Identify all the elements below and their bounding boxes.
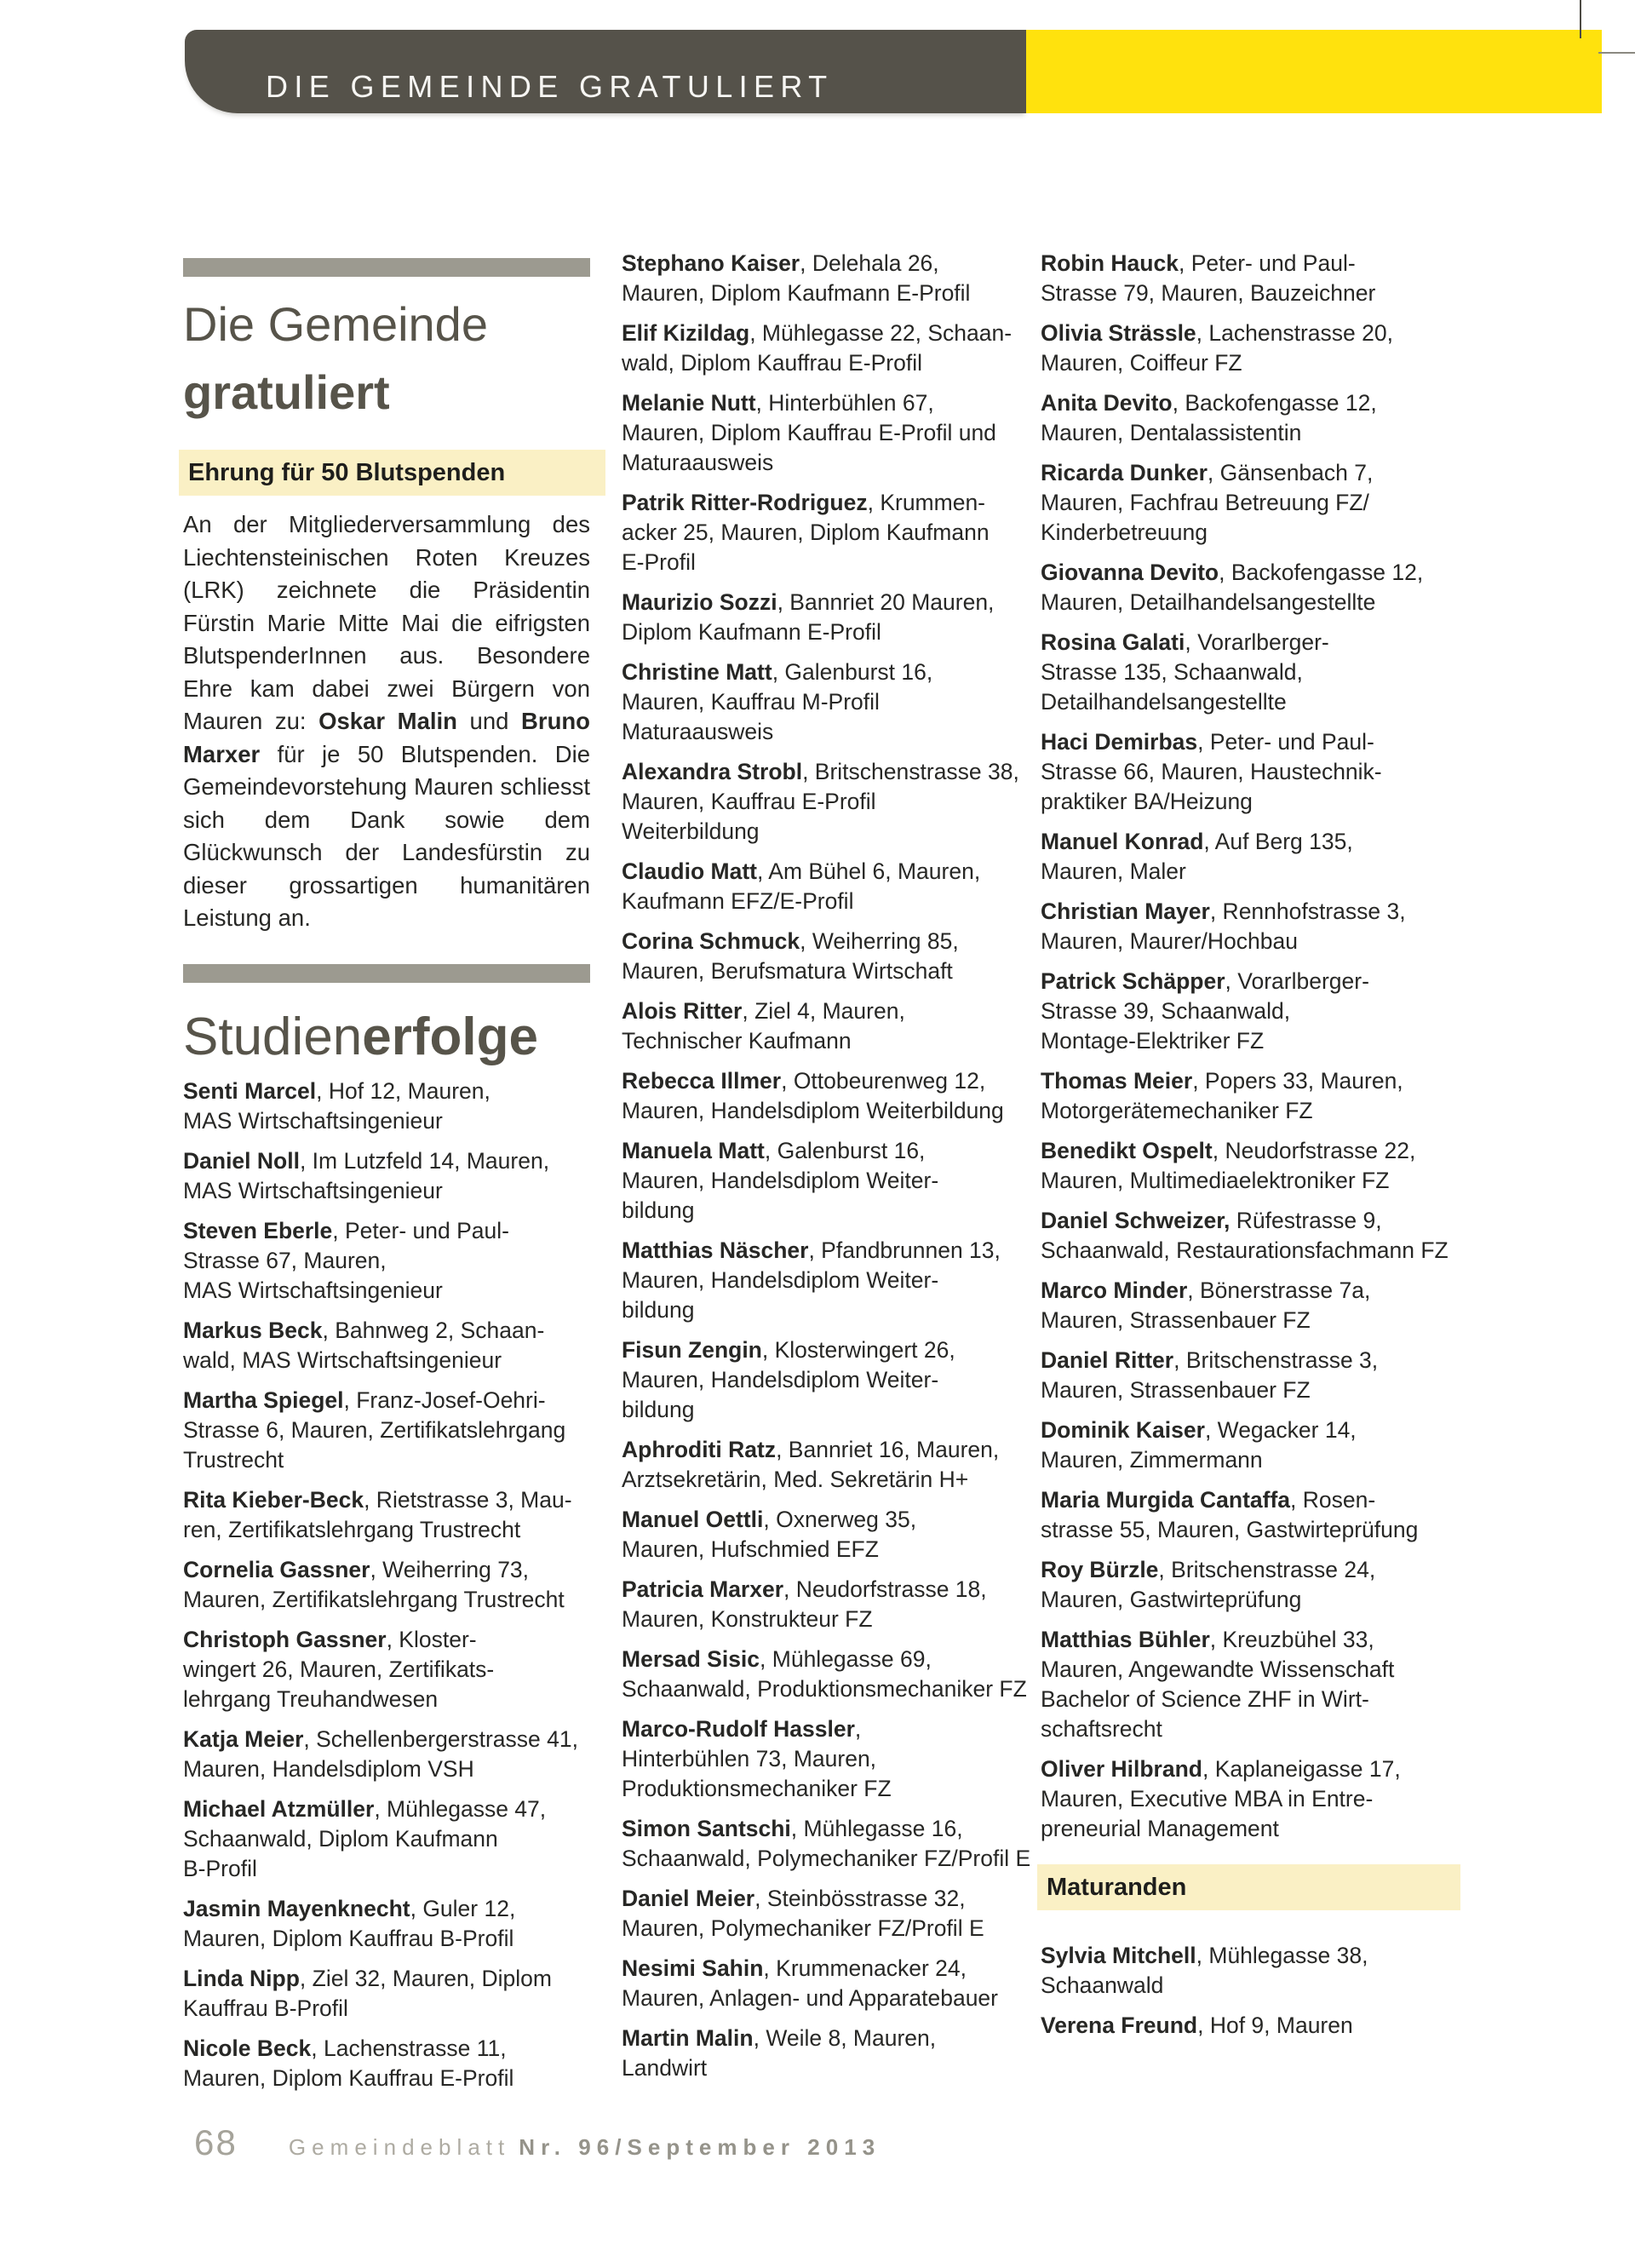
- person-entry: Sylvia Mitchell, Mühlegasse 38, Schaanwald: [1041, 1943, 1368, 1998]
- person-entry: Rosina Galati, Vorarlberger- Strasse 135, Schaanwald, Detailhandelsangestellte: [1041, 629, 1329, 715]
- person-name: Elif Kizildag: [622, 320, 750, 346]
- section-rule-top: [183, 258, 590, 277]
- person-entry: Simon Santschi, Mühlegasse 16, Schaanwald, Polymechaniker FZ/Profil E: [622, 1816, 1031, 1871]
- person-name: Cornelia Gassner: [183, 1556, 370, 1582]
- page-number: 68: [194, 2122, 238, 2162]
- person-entry: Mersad Sisic, Mühlegasse 69, Schaanwald, Produktionsmechaniker FZ: [622, 1646, 1027, 1702]
- person-name: Daniel Noll: [183, 1147, 300, 1174]
- person-name: Alois Ritter: [622, 998, 743, 1024]
- person-entry: Matthias Bühler, Kreuzbühel 33, Mauren, Angewandte Wissenschaft Bachelor of Science ZHF in Wirt- schaftsrecht: [1041, 1627, 1395, 1742]
- crop-mark-vertical: [1580, 0, 1581, 38]
- person-name: Senti Marcel: [183, 1077, 317, 1104]
- person-entry: Melanie Nutt, Hinterbühlen 67, Mauren, Diplom Kauffrau E-Profil und Maturaausweis: [622, 390, 996, 475]
- crop-mark-horizontal: [1598, 52, 1635, 54]
- banner-accent-bar: [1026, 30, 1602, 113]
- honored-person-name: Oskar Malin: [318, 708, 457, 734]
- person-entry: Haci Demirbas, Peter- und Paul- Strasse 66, Mauren, Haustechnik- praktiker BA/Heizung: [1041, 729, 1382, 814]
- person-name: Nicole Beck: [183, 2035, 312, 2061]
- subheading-blood-donation: Ehrung für 50 Blutspenden: [179, 450, 605, 496]
- blood-donation-paragraph: [183, 508, 590, 935]
- person-name: Martha Spiegel: [183, 1387, 344, 1413]
- person-entry: Dominik Kaiser, Wegacker 14, Mauren, Zimmermann: [1041, 1417, 1357, 1473]
- column-left: [183, 258, 590, 2104]
- person-entry: Christian Mayer, Rennhofstrasse 3, Mauren, Maurer/Hochbau: [1041, 899, 1406, 954]
- person-name: Marco Minder: [1041, 1278, 1188, 1303]
- person-name: Daniel Ritter: [1041, 1347, 1174, 1373]
- person-name: Matthias Näscher: [622, 1237, 809, 1263]
- person-entry: Nesimi Sahin, Krummenacker 24, Mauren, Anlagen- und Apparatebauer: [622, 1955, 998, 2011]
- person-entry: Christine Matt, Galenburst 16, Mauren, Kauffrau M-Profil Maturaausweis: [622, 659, 933, 744]
- person-name: Linda Nipp: [183, 1965, 300, 1991]
- entries-right: [1041, 249, 1471, 1844]
- person-entry: Giovanna Devito, Backofengasse 12, Mauren, Detailhandelsangestellte: [1041, 560, 1424, 615]
- person-name: Katja Meier: [183, 1725, 304, 1752]
- person-name: Fisun Zengin: [622, 1337, 762, 1363]
- article-title-line2: gratuliert: [183, 365, 390, 419]
- person-entry: Michael Atzmüller, Mühlegasse 47, Schaanwald, Diplom Kaufmann B-Profil: [183, 1795, 547, 1881]
- article-title: [183, 290, 590, 427]
- person-name: Thomas Meier: [1041, 1068, 1193, 1094]
- column-middle: [622, 249, 1041, 2093]
- person-name: Robin Hauck: [1041, 250, 1179, 276]
- person-name: Maria Murgida Cantaffa: [1041, 1487, 1291, 1513]
- person-entry: Ricarda Dunker, Gänsenbach 7, Mauren, Fachfrau Betreuung FZ/ Kinderbetreuung: [1041, 460, 1374, 545]
- person-name: Corina Schmuck: [622, 928, 800, 954]
- section-title-regular: Studien: [183, 1007, 363, 1066]
- person-entry: Jasmin Mayenknecht, Guler 12, Mauren, Diplom Kauffrau B-Profil: [183, 1895, 516, 1951]
- issue-info: Nr. 96/September 2013: [519, 2134, 881, 2160]
- person-name: Giovanna Devito: [1041, 560, 1219, 585]
- person-name: Jasmin Mayenknecht: [183, 1895, 410, 1921]
- honored-person-name: Bruno Marxer: [183, 708, 590, 767]
- person-name: Alexandra Strobl: [622, 759, 803, 784]
- person-entry: Linda Nipp, Ziel 32, Mauren, Diplom Kauffrau B-Profil: [183, 1965, 552, 2021]
- person-entry: Rita Kieber-Beck, Rietstrasse 3, Mau- ren, Zertifikatslehrgang Trustrecht: [183, 1486, 572, 1542]
- person-name: Christian Mayer: [1041, 899, 1210, 924]
- person-name: Rita Kieber-Beck: [183, 1486, 364, 1513]
- person-name: Melanie Nutt: [622, 390, 756, 416]
- person-entry: Marco-Rudolf Hassler, Hinterbühlen 73, Mauren, Produktionsmechaniker FZ: [622, 1716, 892, 1801]
- person-entry: Steven Eberle, Peter- und Paul- Strasse 67, Mauren, MAS Wirtschaftsingenieur: [183, 1217, 509, 1303]
- person-entry: Patrick Schäpper, Vorarlberger- Strasse 39, Schaanwald, Montage-Elektriker FZ: [1041, 968, 1369, 1054]
- entries-maturanden: [1041, 1941, 1471, 2041]
- person-entry: Daniel Schweizer, Rüfestrasse 9, Schaanwald, Restaurationsfachmann FZ: [1041, 1208, 1449, 1263]
- person-name: Verena Freund: [1041, 2012, 1198, 2038]
- person-name: Claudio Matt: [622, 858, 757, 884]
- paragraph-text: An der Mitgliederversammlung des Liechtensteinischen Roten Kreuzes (LRK) zeichnete die Präsidentin Fürstin Marie Mitte Mai die eifrigsten BlutspenderInnen aus. Besondere Ehre kam dabei zwei Bürgern von Mauren zu:: [183, 511, 590, 734]
- entries-left: [183, 1077, 590, 2093]
- entries-middle: [622, 249, 1041, 2083]
- person-name: Marco-Rudolf Hassler: [622, 1716, 855, 1742]
- person-name: Rosina Galati: [1041, 629, 1185, 655]
- paragraph-text: für je 50 Blutspenden. Die Gemeindevorstehung Mauren schliesst sich dem Dank sowie dem Glückwunsch der Landesfürstin zu dieser grossartigen humanitären Leistung an.: [183, 740, 590, 931]
- person-name: Martin Malin: [622, 2025, 754, 2051]
- person-name: Roy Bürzle: [1041, 1557, 1159, 1582]
- person-name: Daniel Meier: [622, 1886, 755, 1911]
- person-entry: Olivia Strässle, Lachenstrasse 20, Mauren, Coiffeur FZ: [1041, 320, 1393, 376]
- person-entry: Claudio Matt, Am Bühel 6, Mauren, Kaufmann EFZ/E-Profil: [622, 858, 981, 914]
- person-name: Ricarda Dunker: [1041, 460, 1208, 485]
- person-entry: Daniel Ritter, Britschenstrasse 3, Mauren, Strassenbauer FZ: [1041, 1347, 1379, 1403]
- person-entry: Oliver Hilbrand, Kaplaneigasse 17, Mauren, Executive MBA in Entre- preneurial Management: [1041, 1756, 1401, 1841]
- person-entry: Marco Minder, Bönerstrasse 7a, Mauren, Strassenbauer FZ: [1041, 1278, 1371, 1333]
- person-entry: Robin Hauck, Peter- und Paul- Strasse 79, Mauren, Bauzeichner: [1041, 250, 1376, 306]
- person-name: Aphroditi Ratz: [622, 1437, 777, 1462]
- person-name: Olivia Strässle: [1041, 320, 1196, 346]
- column-right: [1041, 249, 1471, 2051]
- person-entry: Patrik Ritter-Rodriguez, Krummen- acker 25, Mauren, Diplom Kaufmann E-Profil: [622, 490, 990, 575]
- person-entry: Daniel Noll, Im Lutzfeld 14, Mauren, MAS Wirtschaftsingenieur: [183, 1147, 550, 1203]
- person-entry: Christoph Gassner, Kloster- wingert 26, Mauren, Zertifikats- lehrgang Treuhandwesen: [183, 1626, 495, 1712]
- section-rule-studienerfolge: [183, 964, 590, 983]
- person-entry: Maria Murgida Cantaffa, Rosen- strasse 55, Mauren, Gastwirteprüfung: [1041, 1487, 1419, 1542]
- person-entry: Senti Marcel, Hof 12, Mauren, MAS Wirtschaftsingenieur: [183, 1077, 490, 1134]
- person-entry: Matthias Näscher, Pfandbrunnen 13, Mauren, Handelsdiplom Weiter- bildung: [622, 1237, 1001, 1323]
- person-name: Benedikt Ospelt: [1041, 1138, 1213, 1163]
- person-name: Anita Devito: [1041, 390, 1173, 416]
- person-entry: Stephano Kaiser, Delehala 26, Mauren, Diplom Kaufmann E-Profil: [622, 250, 971, 306]
- person-name: Manuela Matt: [622, 1138, 765, 1163]
- journal-name: Gemeindeblatt: [288, 2134, 511, 2160]
- person-name: Steven Eberle: [183, 1217, 333, 1243]
- banner-title: DIE GEMEINDE GRATULIERT: [266, 69, 834, 104]
- person-name: Dominik Kaiser: [1041, 1417, 1205, 1443]
- person-name: Patrick Schäpper: [1041, 968, 1225, 994]
- subheading-maturanden: Maturanden: [1037, 1864, 1460, 1910]
- section-title-bold: erfolge: [362, 1007, 538, 1066]
- person-entry: Aphroditi Ratz, Bannriet 16, Mauren, Arztsekretärin, Med. Sekretärin H+: [622, 1437, 1000, 1492]
- person-entry: Fisun Zengin, Klosterwingert 26, Mauren, Handelsdiplom Weiter- bildung: [622, 1337, 955, 1422]
- person-entry: Daniel Meier, Steinbösstrasse 32, Mauren, Polymechaniker FZ/Profil E: [622, 1886, 984, 1941]
- person-entry: Rebecca Illmer, Ottobeurenweg 12, Mauren, Handelsdiplom Weiterbildung: [622, 1068, 1004, 1123]
- person-name: Patrik Ritter-Rodriguez: [622, 490, 868, 515]
- person-name: Oliver Hilbrand: [1041, 1756, 1202, 1782]
- person-name: Daniel Schweizer,: [1041, 1208, 1231, 1233]
- person-name: Christine Matt: [622, 659, 772, 685]
- person-name: Rebecca Illmer: [622, 1068, 782, 1094]
- person-name: Matthias Bühler: [1041, 1627, 1210, 1652]
- person-entry: Corina Schmuck, Weiherring 85, Mauren, Berufsmatura Wirtschaft: [622, 928, 959, 984]
- person-entry: Martin Malin, Weile 8, Mauren, Landwirt: [622, 2025, 937, 2081]
- person-entry: Cornelia Gassner, Weiherring 73, Mauren, Zertifikatslehrgang Trustrecht: [183, 1556, 565, 1612]
- person-entry: Katja Meier, Schellenbergerstrasse 41, Mauren, Handelsdiplom VSH: [183, 1725, 578, 1782]
- person-entry: Maurizio Sozzi, Bannriet 20 Mauren, Diplom Kaufmann E-Profil: [622, 589, 995, 645]
- person-entry: Roy Bürzle, Britschenstrasse 24, Mauren, Gastwirteprüfung: [1041, 1557, 1376, 1612]
- person-name: Michael Atzmüller: [183, 1795, 375, 1822]
- person-name: Haci Demirbas: [1041, 729, 1198, 755]
- person-name: Markus Beck: [183, 1317, 323, 1343]
- person-entry: Manuel Konrad, Auf Berg 135, Mauren, Maler: [1041, 829, 1353, 884]
- person-entry: Manuela Matt, Galenburst 16, Mauren, Handelsdiplom Weiter- bildung: [622, 1138, 939, 1223]
- article-title-line1: Die Gemeinde: [183, 297, 488, 351]
- person-name: Stephano Kaiser: [622, 250, 800, 276]
- person-name: Maurizio Sozzi: [622, 589, 777, 615]
- person-entry: Manuel Oettli, Oxnerweg 35, Mauren, Hufschmied EFZ: [622, 1507, 917, 1562]
- section-title-studienerfolge: [183, 1007, 590, 1068]
- paragraph-text: und: [456, 708, 522, 734]
- person-name: Nesimi Sahin: [622, 1955, 764, 1981]
- person-name: Sylvia Mitchell: [1041, 1943, 1196, 1968]
- person-name: Manuel Konrad: [1041, 829, 1204, 854]
- person-name: Manuel Oettli: [622, 1507, 764, 1532]
- person-entry: Markus Beck, Bahnweg 2, Schaan- wald, MAS Wirtschaftsingenieur: [183, 1317, 545, 1373]
- person-entry: Anita Devito, Backofengasse 12, Mauren, Dentalassistentin: [1041, 390, 1377, 445]
- person-name: Christoph Gassner: [183, 1626, 387, 1652]
- banner-title-bar: [185, 30, 1026, 113]
- person-name: Simon Santschi: [622, 1816, 791, 1841]
- person-entry: Benedikt Ospelt, Neudorfstrasse 22, Mauren, Multimediaelektroniker FZ: [1041, 1138, 1416, 1193]
- page-footer: [194, 2122, 881, 2163]
- person-entry: Elif Kizildag, Mühlegasse 22, Schaan- wald, Diplom Kauffrau E-Profil: [622, 320, 1013, 376]
- person-entry: Martha Spiegel, Franz-Josef-Oehri- Strasse 6, Mauren, Zertifikatslehrgang Trustrecht: [183, 1387, 566, 1473]
- person-name: Mersad Sisic: [622, 1646, 760, 1672]
- person-entry: Alexandra Strobl, Britschenstrasse 38, Mauren, Kauffrau E-Profil Weiterbildung: [622, 759, 1019, 844]
- person-entry: Patricia Marxer, Neudorfstrasse 18, Mauren, Konstrukteur FZ: [622, 1576, 987, 1632]
- person-entry: Thomas Meier, Popers 33, Mauren, Motorgerätemechaniker FZ: [1041, 1068, 1403, 1123]
- person-entry: Alois Ritter, Ziel 4, Mauren, Technischer Kaufmann: [622, 998, 905, 1054]
- person-entry: Nicole Beck, Lachenstrasse 11, Mauren, Diplom Kauffrau E-Profil: [183, 2035, 514, 2091]
- person-name: Patricia Marxer: [622, 1576, 784, 1602]
- person-entry: Verena Freund, Hof 9, Mauren: [1041, 2012, 1353, 2038]
